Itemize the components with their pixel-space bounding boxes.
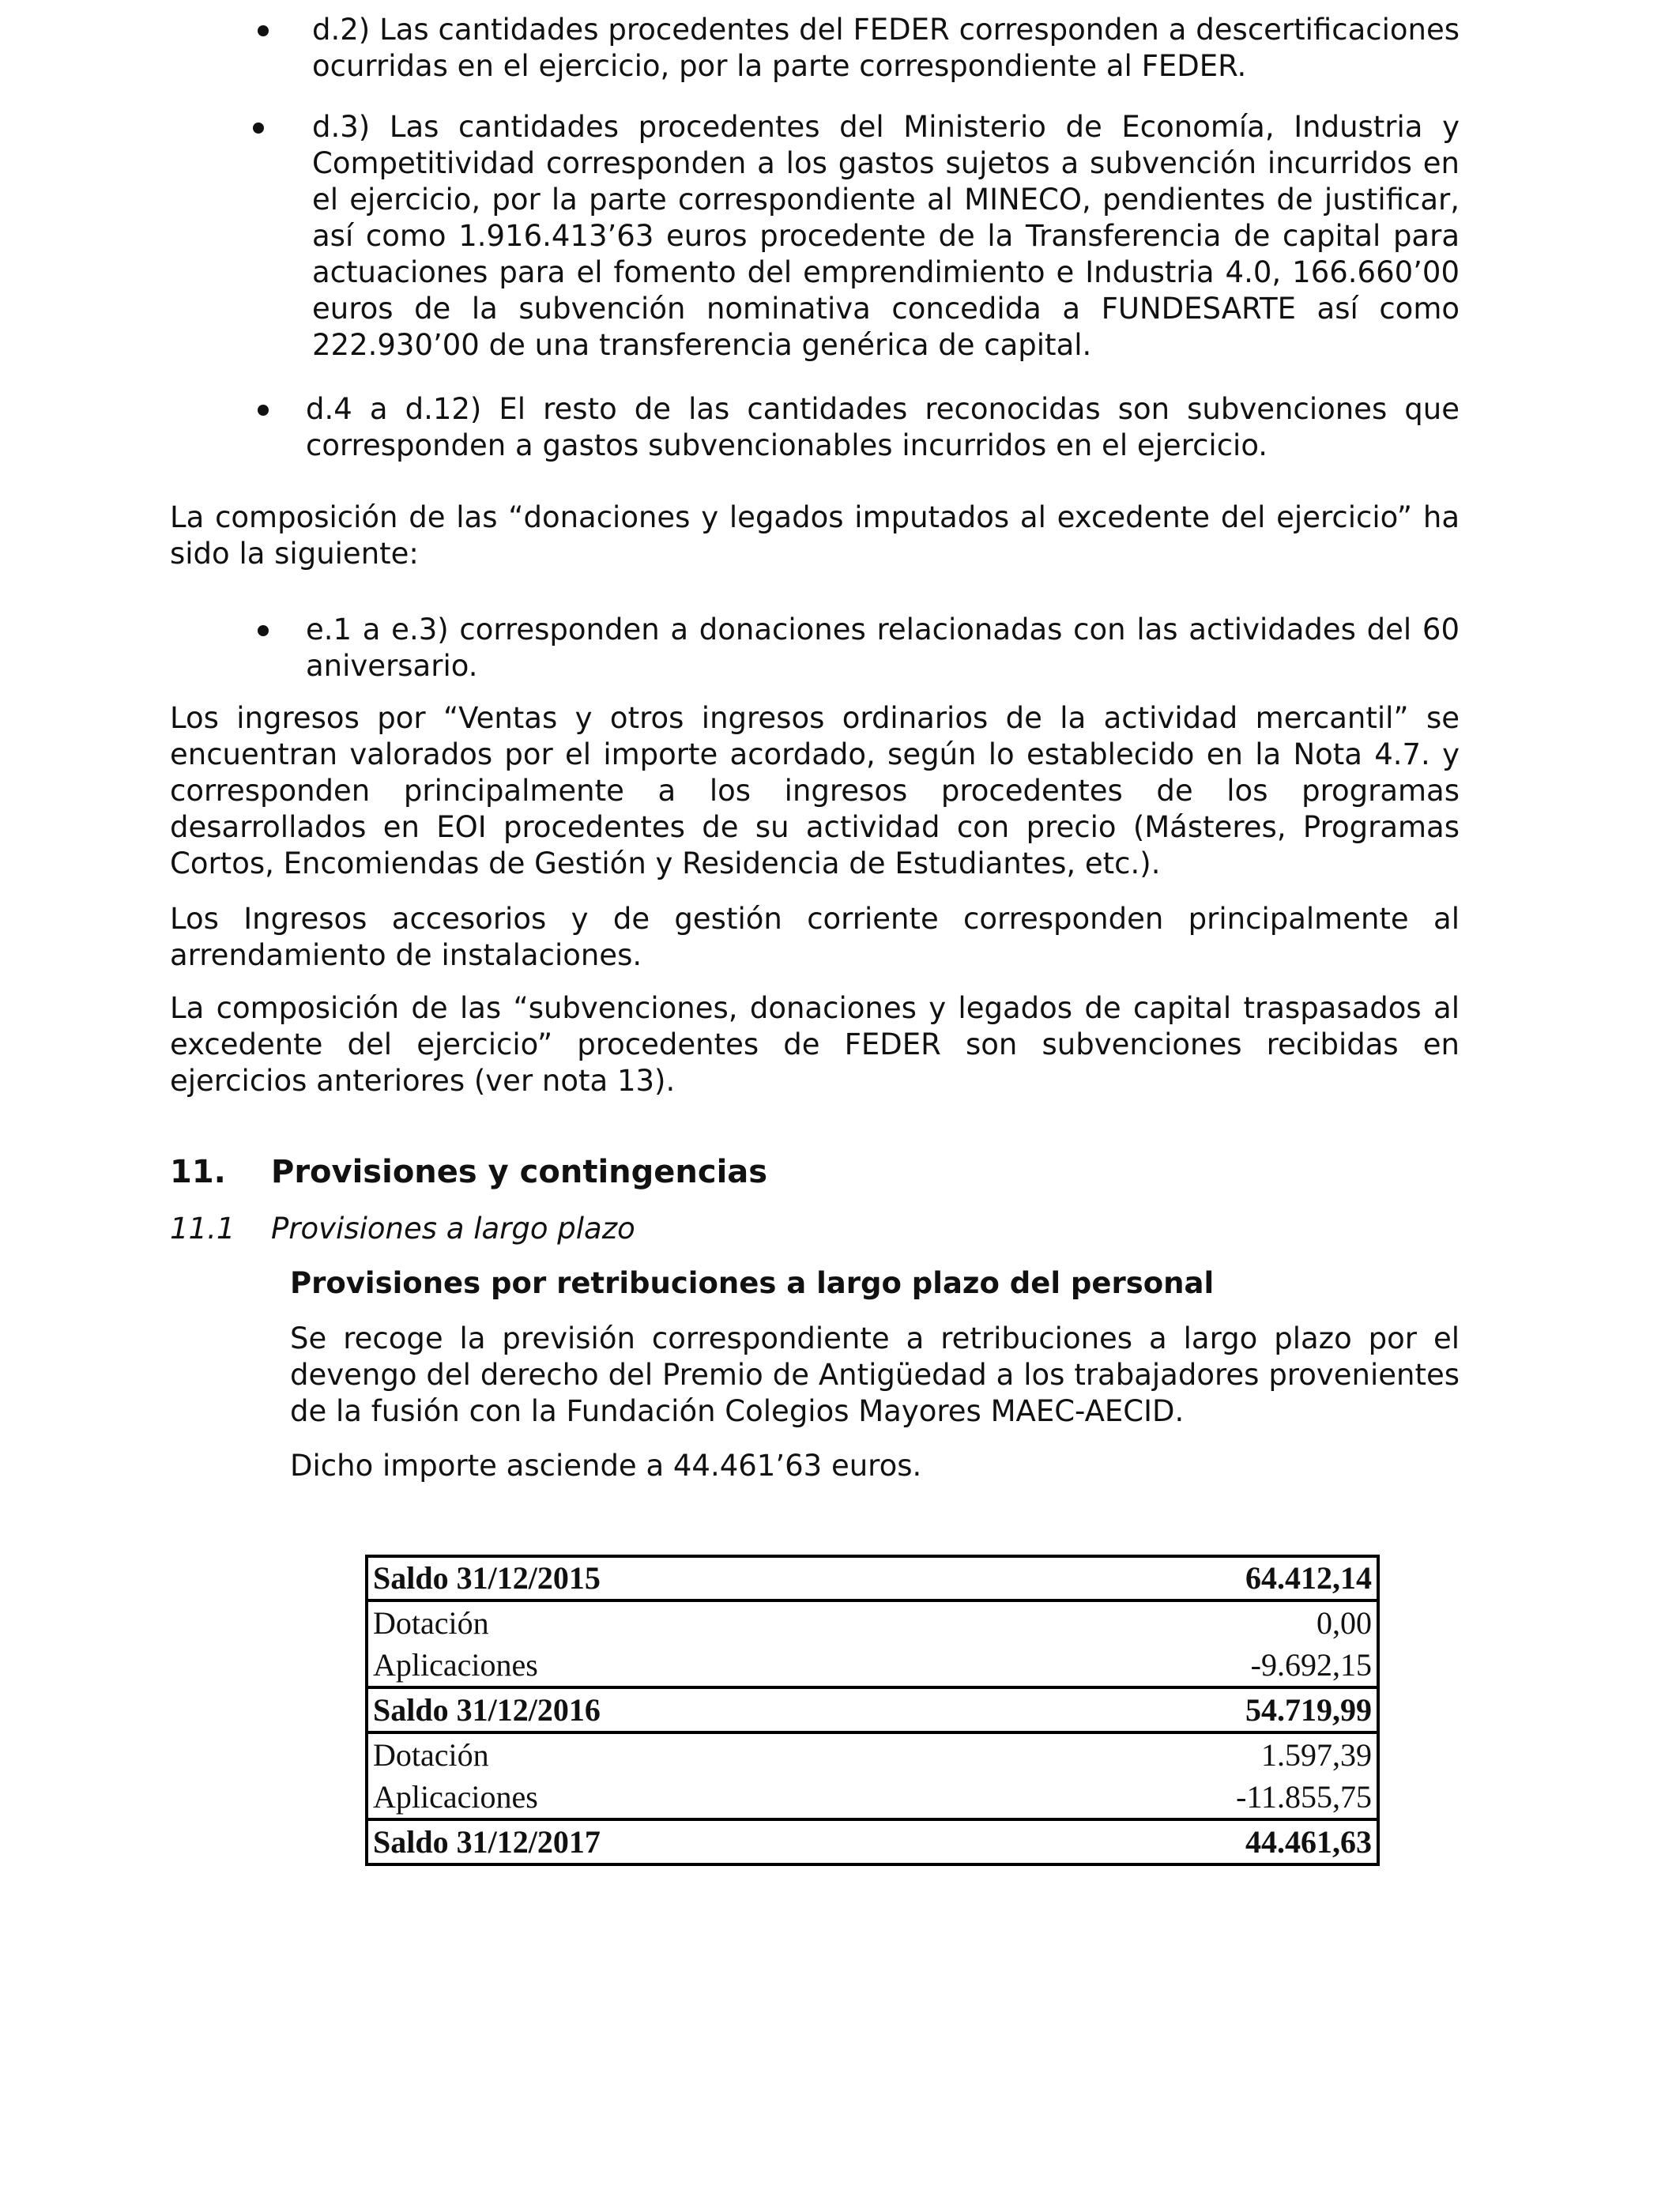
- table-row: [367, 1644, 1378, 1687]
- bullet-icon: [258, 405, 269, 416]
- row-value: 0,00: [1317, 1604, 1372, 1641]
- paragraph-importe: Dicho importe asciende a 44.461’63 euros.: [290, 1449, 922, 1483]
- bullet-d3-text: d.3) Las cantidades procedentes del Ministerio de Economía, Industria y Competitividad corresponden a los gastos sujetos a subvención incurridos en el ejercicio, por la parte correspondiente al MINECO, pendientes de justificar, así como 1.916.413’63 euros procedente de la Transferencia de capital para actuaciones para el fomento del emprendimiento e Industria 4.0, 166.660’00 euros de la subvención nominativa concedida a FUNDESARTE así como 222.930’00 de una transferencia genérica de capital.: [312, 110, 1460, 362]
- row-label: Dotación: [373, 1604, 489, 1641]
- bullet-e-text: e.1 a e.3) corresponden a donaciones relacionadas con las actividades del 60 aniversario.: [306, 613, 1460, 683]
- row-value: -11.855,75: [993, 1776, 1378, 1819]
- paragraph-prevision: Se recoge la previsión correspondiente a retribuciones a largo plazo por el devengo del derecho del Premio de Antigüedad a los trabajadores provenientes de la fusión con la Fundación Colegios Mayores MAEC-AECID.: [290, 1321, 1460, 1428]
- row-label: Saldo 31/12/2016: [367, 1687, 993, 1732]
- row-label: Saldo 31/12/2015: [367, 1556, 993, 1600]
- table-row: [367, 1819, 1378, 1864]
- row-label: Dotación: [373, 1736, 489, 1773]
- section-title: Provisiones y contingencias: [271, 1154, 768, 1190]
- table-row: [367, 1776, 1378, 1819]
- paragraph-feder: La composición de las “subvenciones, donaciones y legados de capital traspasados al excedente del ejercicio” procedentes de FEDER son subvenciones recibidas en ejercicios anteriores (ver nota 13).: [170, 991, 1460, 1098]
- bullet-icon: [253, 123, 264, 134]
- table-row: [367, 1687, 1378, 1732]
- table-row: [367, 1732, 1378, 1776]
- bullet-icon: [258, 25, 269, 36]
- section-number: 11.: [170, 1154, 226, 1190]
- bullet-d2-text: d.2) Las cantidades procedentes del FEDER corresponden a descertificaciones ocurridas en el ejercicio, por la parte correspondiente al FEDER.: [312, 13, 1460, 83]
- row-label: Saldo 31/12/2017: [367, 1819, 993, 1864]
- subsection-number: 11.1: [170, 1212, 235, 1246]
- row-label: Aplicaciones: [367, 1776, 993, 1819]
- paragraph-ventas: Los ingresos por “Ventas y otros ingresos ordinarios de la actividad mercantil” se encuentran valorados por el importe acordado, según lo establecido en la Nota 4.7. y corresponden principalmente a los ingresos procedentes de los programas desarrollados en EOI procedentes de su actividad con precio (Másteres, Programas Cortos, Encomiendas de Gestión y Residencia de Estudiantes, etc.).: [170, 701, 1460, 880]
- row-value: 64.412,14: [993, 1556, 1378, 1600]
- row-value: -9.692,15: [993, 1644, 1378, 1687]
- table-row: [367, 1600, 1378, 1644]
- paragraph-accesorios: Los Ingresos accesorios y de gestión corriente corresponden principalmente al arrendamiento de instalaciones.: [170, 902, 1460, 972]
- paragraph-composicion: La composición de las “donaciones y legados imputados al excedente del ejercicio” ha sido la siguiente:: [170, 500, 1460, 571]
- row-label: Aplicaciones: [367, 1644, 993, 1687]
- subsection-title: Provisiones a largo plazo: [271, 1212, 635, 1246]
- row-value: 1.597,39: [1261, 1736, 1372, 1773]
- row-value: 54.719,99: [993, 1687, 1378, 1732]
- bullet-icon: [258, 625, 269, 636]
- table-row: [367, 1556, 1378, 1600]
- subheading: Provisiones por retribuciones a largo plazo del personal: [290, 1266, 1215, 1300]
- provisions-table: [365, 1555, 1380, 1866]
- row-value: 44.461,63: [993, 1819, 1378, 1864]
- bullet-d4-text: d.4 a d.12) El resto de las cantidades reconocidas son subvenciones que corresponden a gastos subvencionables incurridos en el ejercicio.: [306, 392, 1460, 462]
